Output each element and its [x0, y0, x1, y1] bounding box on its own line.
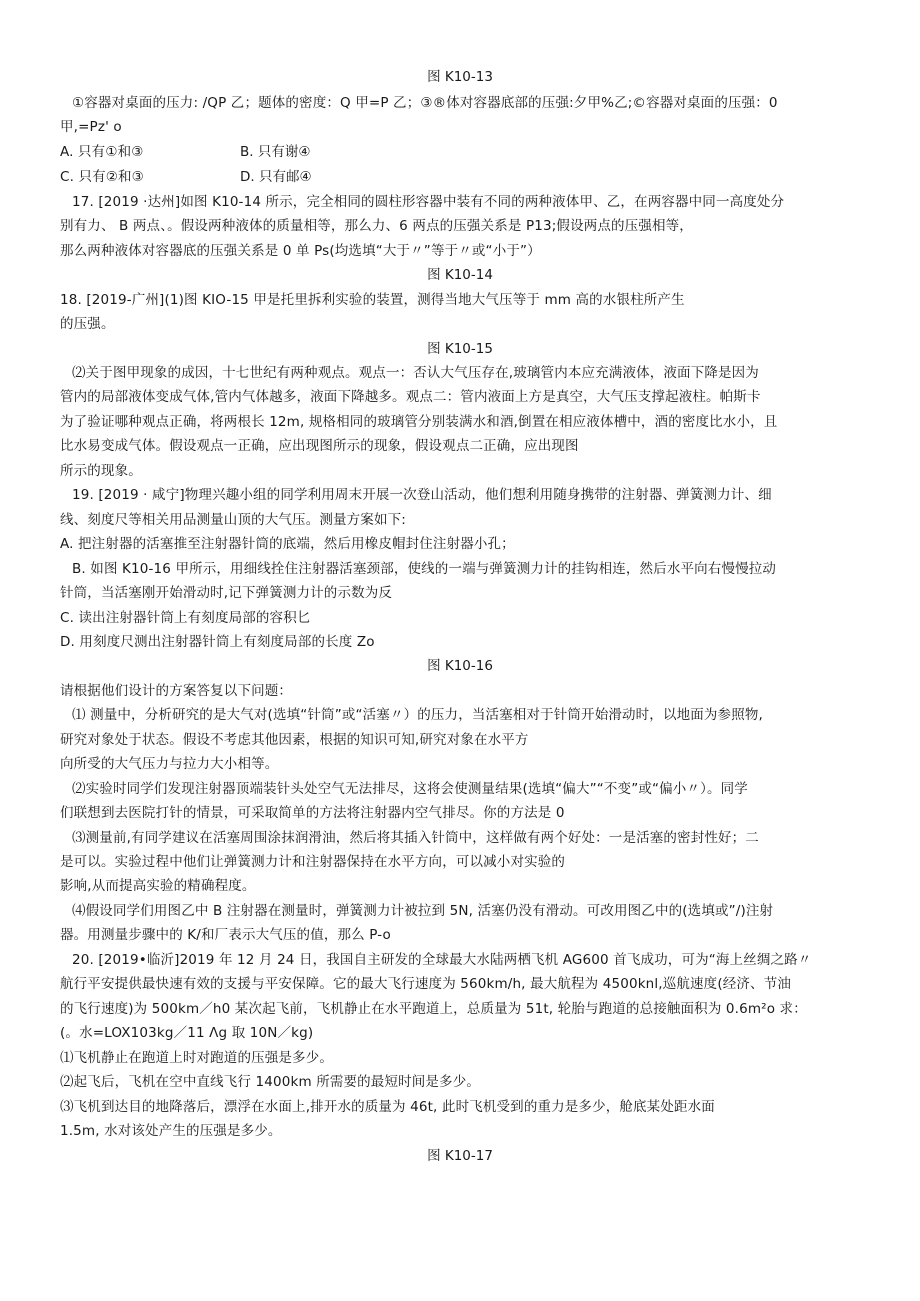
q18-part2-line-2: 管内的局部液体变成气体,管内气体越多，液面下降越多。观点二：管内液面上方是真空，大气压支撑起液柱。帕斯卡 — [60, 389, 761, 405]
q20-line-3: 的飞行速度)为 500km／h0 某次起飞前，飞机静止在水平跑道上，总质量为 51t, 轮胎与跑道的总接触面积为 0.6m²o 求： — [60, 1001, 807, 1017]
q20-line-1: 20. [2019•临沂]2019 年 12 月 24 日，我国自主研发的全球最大水陆两栖飞机 AG600 首飞成功，可为“海上丝绸之路〃 — [72, 952, 812, 968]
q20-sub3-line-2: 1.5m, 水对该处产生的压强是多少。 — [60, 1123, 282, 1139]
q19-step-b-line-1: B. 如图 K10-16 甲所示，用细线拴住注射器活塞颈部，使线的一端与弹簧测力计的挂钩相连，然后水平向右慢慢拉动 — [72, 561, 777, 577]
q19-sub3-line-3: 影响,从而提高实验的精确程度。 — [60, 878, 256, 894]
q16-statement-line-2: 甲,=Pz' o — [60, 119, 122, 135]
q19-intro: 请根据他们设计的方案答复以下问题： — [60, 683, 293, 699]
q17-line-1: 17. [2019 ·达州]如图 K10-14 所示，完全相同的圆柱形容器中装有不同的两种液体甲、乙，在两容器中同一高度处分 — [72, 194, 785, 210]
q18-line-1: 18. [2019-广州](1)图 KIO-15 甲是托里拆利实验的装置，测得当地大气压等于 mm 高的水银柱所产生 — [60, 292, 685, 308]
q19-sub4-line-2: 器。用测量步骤中的 K/和厂表示大气压的值，那么 P-o — [60, 927, 391, 943]
q19-sub2-line-2: 们联想到去医院打针的情景，可采取简单的方法将注射器内空气排尽。你的方法是 0 — [60, 805, 565, 821]
q18-part2-line-1: ⑵关于图甲现象的成因，十七世纪有两种观点。观点一：否认大气压存在,玻璃管内本应充满液体，液面下降是因为 — [72, 365, 759, 381]
q19-step-c: C. 读出注射器针筒上有刻度局部的容积匕 — [60, 610, 311, 626]
q19-sub1-line-3: 向所受的大气压力与拉力大小相等。 — [60, 756, 279, 772]
q18-part2-line-3: 为了验证哪种观点正确，将两根长 12m, 规格相同的玻璃管分别装满水和酒,倒置在相应液体槽中，酒的密度比水小，且 — [60, 414, 778, 430]
q18-part2-line-4: 比水易变成气体。假设观点一正确，应出现图所示的现象，假设观点二正确，应出现图 — [60, 438, 579, 454]
q20-line-2: 航行平安提供最快速有效的支援与平安保障。它的最大飞行速度为 560km/h, 最大航程为 4500knl,巡航速度(经济、节油 — [60, 976, 791, 992]
q20-sub3-line-1: ⑶飞机到达目的地降落后，漂浮在水面上,排开水的质量为 46t, 此时飞机受到的重力是多少，舱底某处距水面 — [60, 1099, 715, 1115]
q20-sub1: ⑴飞机静止在跑道上时对跑道的压强是多少。 — [60, 1050, 333, 1066]
q19-sub1-line-2: 研究对象处于状态。假设不考虑其他因素，根据的知识可知,研究对象在水平方 — [60, 732, 529, 748]
q19-sub1-line-1: ⑴ 测量中，分析研究的是大气对(选填“针筒”或“活塞〃）的压力，当活塞相对于针筒开始滑动时，以地面为参照物, — [72, 707, 763, 723]
q16-option-d: D. 只有邮④ — [240, 169, 312, 185]
q16-statement-line-1: ①容器对桌面的压力: /QP 乙；题体的密度：Q 甲=P 乙；③®体对容器底部的压强:夕甲%乙;©容器对桌面的压强：0 — [72, 95, 778, 111]
q16-option-b: B. 只有谢④ — [240, 144, 311, 160]
q19-step-a: A. 把注射器的活塞推至注射器针筒的底端，然后用橡皮帽封住注射器小孔； — [60, 536, 515, 552]
figure-caption-k10-13: 图 K10-13 — [427, 69, 493, 85]
figure-caption-k10-16: 图 K10-16 — [427, 658, 493, 674]
figure-caption-k10-14: 图 K10-14 — [427, 267, 493, 283]
q19-step-d: D. 用刻度尺测出注射器针筒上有刻度局部的长度 Zo — [60, 634, 375, 650]
q17-line-2: 别有力、 B 两点、。假设两种液体的质量相等，那么力、6 两点的压强关系是 P13;假设两点的压强相等， — [60, 218, 693, 234]
q16-option-a: A. 只有①和③ — [60, 144, 144, 160]
q17-line-3: 那么两种液体对容器底的压强关系是 0 单 Ps(均选填“大于〃”等于〃或“小于”） — [60, 243, 541, 259]
q19-line-1: 19. [2019 · 咸宁]物理兴趣小组的同学利用周末开展一次登山活动，他们想利用随身携带的注射器、弹簧测力计、细 — [72, 487, 772, 503]
q19-sub3-line-1: ⑶测量前,有同学建议在活塞周围涂抹润滑油，然后将其插入针筒中，这样做有两个好处：一是活塞的密封性好；二 — [72, 830, 759, 846]
q19-sub2-line-1: ⑵实验时同学们发现注射器顶端装针头处空气无法排尽，这将会使测量结果(选填“偏大”“不变”或“偏小〃）。同学 — [72, 781, 748, 797]
q19-step-b-line-2: 针筒，当活塞刚开始滑动时,记下弹簧测力计的示数为反 — [60, 585, 393, 601]
figure-caption-k10-17: 图 K10-17 — [427, 1148, 493, 1164]
q16-option-c: C. 只有②和③ — [60, 169, 144, 185]
q19-line-2: 线、刻度尺等相关用品测量山顶的大气压。测量方案如下: — [60, 512, 406, 528]
q20-sub2: ⑵起飞后，飞机在空中直线飞行 1400km 所需要的最短时间是多少。 — [60, 1074, 481, 1090]
q19-sub4-line-1: ⑷假设同学们用图乙中 B 注射器在测量时，弹簧测力计被拉到 5N, 活塞仍没有滑动。可改用图乙中的(选填或”/)注射 — [72, 903, 774, 919]
q19-sub3-line-2: 是可以。实验过程中他们让弹簧测力计和注射器保持在水平方向，可以减小对实验的 — [60, 854, 566, 870]
q20-line-4: (。水=LOX103kg／11 Λg 取 10N／kg) — [60, 1025, 314, 1041]
figure-caption-k10-15: 图 K10-15 — [427, 341, 493, 357]
q18-part2-line-5: 所示的现象。 — [60, 463, 142, 479]
q18-line-2: 的压强。 — [60, 316, 115, 332]
